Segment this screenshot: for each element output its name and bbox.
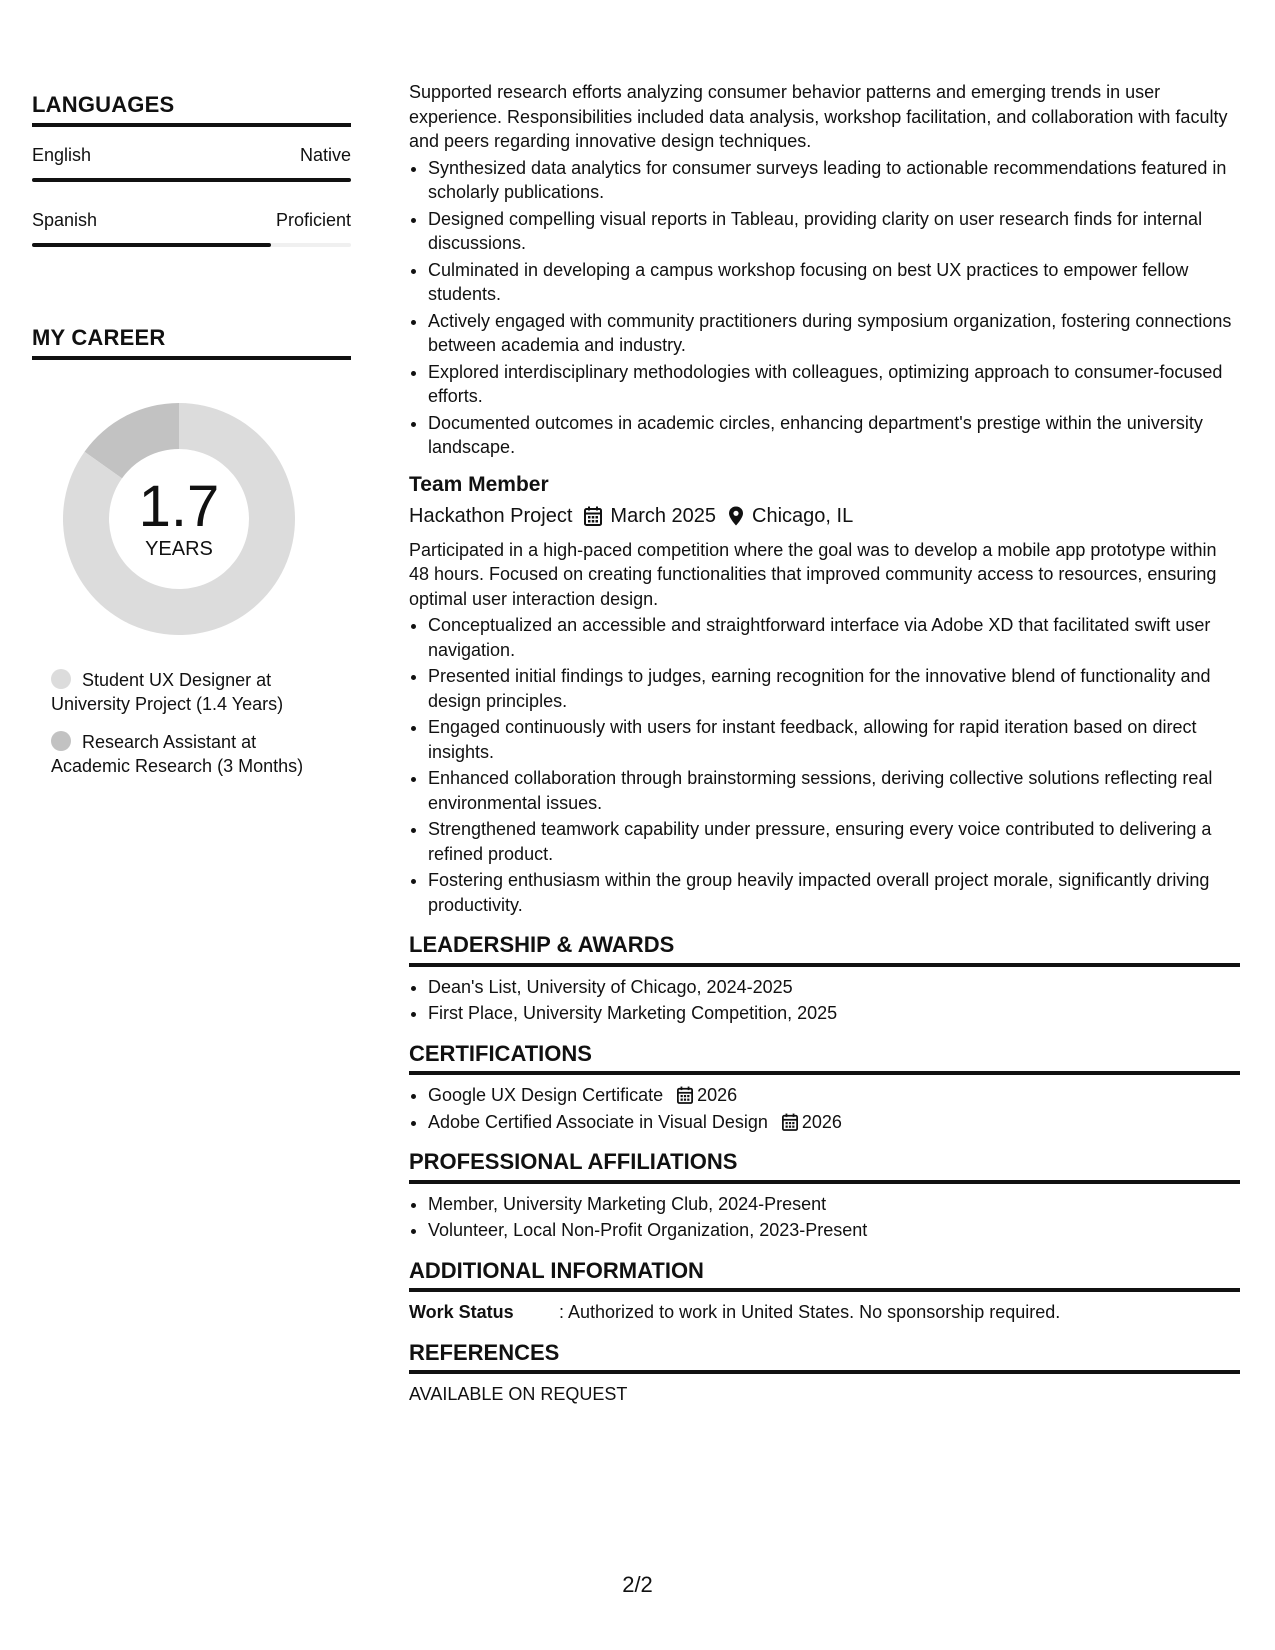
- bullet-item: • Culminated in developing a campus workshop focusing on best UX practices to empower fellow students.: [428, 258, 1240, 307]
- language-bar: [32, 243, 351, 247]
- certification-item: [428, 1083, 1240, 1108]
- bullet-item: • Designed compelling visual reports in Tableau, providing clarity on user research finds for internal discussions.: [428, 207, 1240, 256]
- bullet-item: • Documented outcomes in academic circles, enhancing department's prestige within the university landscape.: [428, 411, 1240, 460]
- career-total-value: 1.7: [138, 473, 220, 539]
- references-heading: REFERENCES: [409, 1341, 1240, 1375]
- legend-label: Academic Research (3 Months): [51, 756, 304, 776]
- affiliations-heading: PROFESSIONAL AFFILIATIONS: [409, 1150, 1240, 1184]
- certification-name: • Adobe Certified Associate in Visual Design: [428, 1111, 768, 1132]
- references-text: AVAILABLE ON REQUEST: [409, 1384, 628, 1404]
- right-column: [409, 80, 1240, 1407]
- calendar-icon: [677, 1086, 693, 1104]
- page-number: 2/2: [622, 1572, 653, 1597]
- job-date: March 2025: [610, 505, 717, 527]
- bullet-item: • Engaged continuously with users for instant feedback, allowing for rapid iteration based on direct insights.: [428, 715, 1240, 764]
- job-location: Chicago, IL: [752, 505, 854, 527]
- award-item: • First Place, University Marketing Competition, 2025: [428, 1001, 1240, 1026]
- job-meta: [409, 504, 1240, 529]
- career-legend: [51, 668, 351, 778]
- legend-label: Research Assistant at: [82, 732, 257, 752]
- career-heading: MY CAREER: [32, 325, 351, 360]
- bullet-item: • Fostering enthusiasm within the group heavily impacted overall project morale, significantly driving productivity.: [428, 868, 1240, 917]
- career-donut-chart: [56, 396, 302, 642]
- awards-list: [409, 975, 1240, 1026]
- bullet-item: • Actively engaged with community practitioners during symposium organization, fostering connections between academia and industry.: [428, 309, 1240, 358]
- bullet-item: • Presented initial findings to judges, earning recognition for the innovative blend of functionality and design principles.: [428, 664, 1240, 713]
- legend-item: [51, 668, 351, 716]
- language-bar-fill: [32, 178, 351, 182]
- affiliation-item: • Volunteer, Local Non-Profit Organization, 2023-Present: [428, 1218, 1240, 1243]
- language-item: [32, 210, 351, 247]
- job-bullets: [409, 156, 1240, 460]
- career-total-unit: YEARS: [145, 537, 213, 560]
- certifications-list: [409, 1083, 1240, 1134]
- career-section: [32, 325, 351, 778]
- legend-label: Student UX Designer at: [82, 670, 272, 690]
- bullet-item: • Conceptualized an accessible and straightforward interface via Adobe XD that facilitated swift user navigation.: [428, 613, 1240, 662]
- language-level: Native: [299, 145, 351, 165]
- language-item: [32, 145, 351, 182]
- calendar-icon: [782, 1113, 798, 1131]
- language-level: Proficient: [275, 210, 351, 230]
- bullet-item: • Synthesized data analytics for consumer surveys leading to actionable recommendations featured in scholarly publications.: [428, 156, 1240, 205]
- language-name: Spanish: [32, 210, 98, 230]
- job-organization: Hackathon Project: [409, 505, 573, 527]
- left-column: [32, 92, 351, 792]
- languages-heading: LANGUAGES: [32, 92, 351, 127]
- legend-swatch: [51, 669, 71, 689]
- work-status-row: [409, 1300, 1240, 1325]
- language-bar: [32, 178, 351, 182]
- job-description: Participated in a high-paced competition where the goal was to develop a mobile app prototype within 48 hours. Focused on creating functionalities that improved community access to resources, ensuring optimal user interaction design.: [409, 539, 1217, 609]
- certification-year: 2026: [697, 1085, 738, 1105]
- legend-swatch: [51, 731, 71, 751]
- bullet-item: • Explored interdisciplinary methodologies with colleagues, optimizing approach to consumer-focused efforts.: [428, 360, 1240, 409]
- work-status-label: Work Status: [409, 1302, 514, 1322]
- location-pin-icon: [728, 506, 744, 526]
- awards-heading: LEADERSHIP & AWARDS: [409, 933, 1240, 967]
- job-description: Supported research efforts analyzing consumer behavior patterns and emerging trends in user experience. Responsibilities included data analysis, workshop facilitation, and collaboration with faculty and peers regarding innovative design techniques.: [409, 82, 1228, 151]
- calendar-icon: [584, 506, 602, 526]
- work-status-value: : Authorized to work in United States. No sponsorship required.: [559, 1302, 1061, 1322]
- additional-info-heading: ADDITIONAL INFORMATION: [409, 1259, 1240, 1293]
- language-bar-fill: [32, 243, 271, 247]
- affiliations-list: [409, 1192, 1240, 1243]
- award-item: • Dean's List, University of Chicago, 2024-2025: [428, 975, 1240, 1000]
- bullet-item: • Enhanced collaboration through brainstorming sessions, deriving collective solutions reflecting real environmental issues.: [428, 766, 1240, 815]
- bullet-item: • Strengthened teamwork capability under pressure, ensuring every voice contributed to delivering a refined product.: [428, 817, 1240, 866]
- certification-year: 2026: [801, 1111, 842, 1132]
- legend-item: [51, 730, 351, 778]
- certification-item: [428, 1110, 1240, 1135]
- affiliation-item: • Member, University Marketing Club, 2024-Present: [428, 1192, 1240, 1217]
- donut-center: [56, 396, 302, 642]
- certifications-heading: CERTIFICATIONS: [409, 1042, 1240, 1076]
- certification-name: • Google UX Design Certificate: [428, 1085, 664, 1105]
- job-bullets: [409, 613, 1240, 917]
- legend-label: University Project (1.4 Years): [51, 694, 284, 714]
- language-name: English: [32, 145, 92, 165]
- job-title: Team Member: [409, 472, 549, 496]
